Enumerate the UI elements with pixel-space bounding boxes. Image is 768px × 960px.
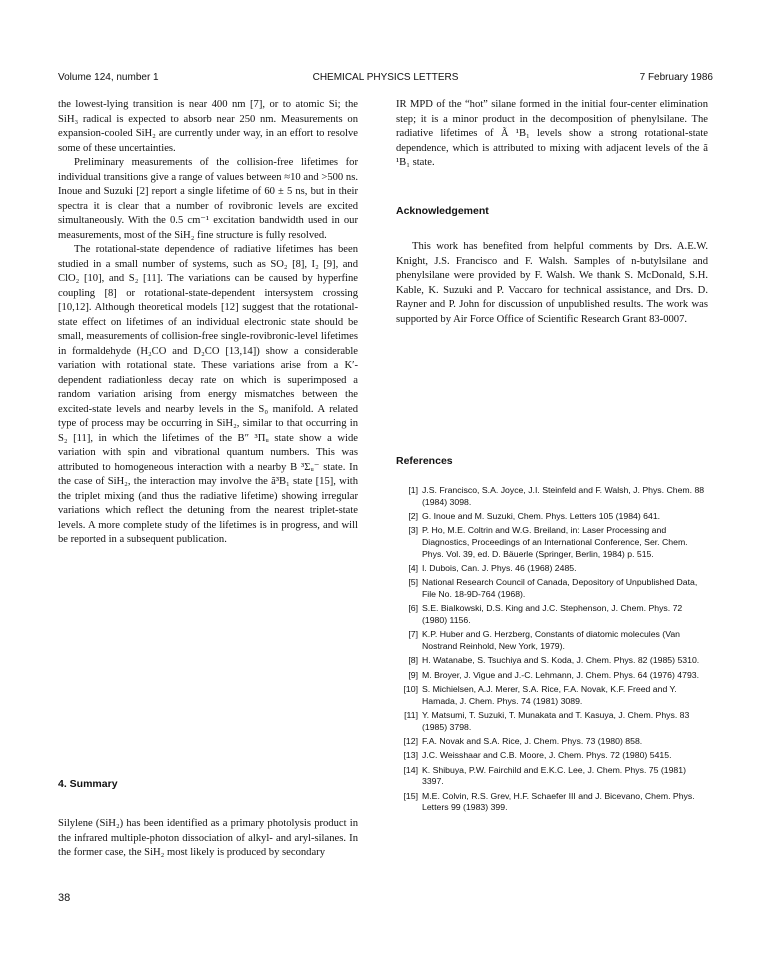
acknowledgement-section	[396, 240, 708, 327]
reference-number: [5]	[408, 577, 418, 588]
reference-item	[396, 511, 708, 523]
reference-number: [10]	[403, 684, 418, 695]
reference-item	[396, 563, 708, 575]
running-header	[58, 72, 713, 86]
journal-title: CHEMICAL PHYSICS LETTERS	[312, 72, 459, 83]
reference-text: H. Watanabe, S. Tsuchiya and S. Koda, J. Chem. Phys. 82 (1985) 5310.	[422, 655, 700, 666]
reference-number: [3]	[408, 525, 418, 536]
reference-text: F.A. Novak and S.A. Rice, J. Chem. Phys. 73 (1980) 858.	[422, 736, 643, 747]
reference-text: G. Inoue and M. Suzuki, Chem. Phys. Letters 105 (1984) 641.	[422, 510, 661, 521]
reference-number: [8]	[408, 655, 418, 666]
acknowledgement-paragraph: This work has benefited from helpful comments by Drs. A.E.W. Knight, J.S. Francisco and F. Walsh. Samples of n-butylsilane and phenylsilane were provided by F. Walsh. We thank S. McDonald, S.H. Kable, K. Suzuki and P. Vaccaro for technical assistance, and Drs. D. Rayner and P. John for discussion of unpublished results. The work was supported by Air Force Office of Scientific Research Grant 83-0007.	[396, 241, 708, 325]
reference-text: K. Shibuya, P.W. Fairchild and E.K.C. Lee, J. Chem. Phys. 75 (1981) 3397.	[422, 764, 686, 787]
volume-info: Volume 124, number 1	[58, 72, 159, 83]
reference-text: S.E. Bialkowski, D.S. King and J.C. Stephenson, J. Chem. Phys. 72 (1980) 1156.	[422, 603, 683, 625]
reference-number: [6]	[408, 603, 418, 614]
reference-item	[396, 684, 708, 707]
reference-text: S. Michielsen, A.J. Merer, S.A. Rice, F.A. Novak, K.F. Freed and Y. Hamada, J. Chem. Phys. 74 (1981) 3089.	[422, 684, 677, 706]
reference-text: K.P. Huber and G. Herzberg, Constants of diatomic molecules (Van Nostrand Reinhold, New York, 1979).	[422, 629, 681, 651]
summary-section	[58, 817, 358, 861]
references-heading: References	[396, 455, 453, 467]
reference-item	[396, 710, 708, 733]
paragraph: the lowest-lying transition is near 400 nm [7], or to atomic Si; the SiH₃ radical is expected to absorb near 250 nm. Measurements on expansion-cooled SiH₂ are currently under way, in an effort to resolve some of these uncertainties.	[58, 99, 358, 154]
reference-number: [12]	[403, 736, 418, 747]
reference-item	[396, 655, 708, 667]
reference-item	[396, 791, 708, 814]
reference-item	[396, 736, 708, 748]
reference-text: National Research Council of Canada, Depository of Unpublished Data, File No. 18-9D-764 (1968).	[422, 577, 698, 599]
reference-number: [7]	[408, 629, 418, 640]
reference-number: [11]	[404, 710, 418, 721]
conclusion-paragraph: IR MPD of the “hot” silane formed in the initial four-center elimination step; it is a minor product in the decomposition of phenylsilane. The radiative lifetimes of Ã ¹B₁ levels show a strong rotational-state dependence, which is attributed to mixing with adjacent levels of the ã ¹B₁ state.	[396, 99, 708, 168]
reference-text: J.C. Weisshaar and C.B. Moore, J. Chem. Phys. 72 (1980) 5415.	[422, 750, 672, 761]
reference-text: M. Broyer, J. Vigue and J.-C. Lehmann, J. Chem. Phys. 64 (1976) 4793.	[422, 669, 700, 680]
reference-number: [13]	[403, 750, 418, 761]
reference-text: P. Ho, M.E. Coltrin and W.G. Breiland, in: Laser Processing and Diagnostics, Proceedings of an International Conference, Ser. Chem. Phys. Vol. 39, ed. D. Bäuerle (Springer, Berlin, 1984) p. 515.	[422, 525, 688, 559]
page-number: 38	[58, 892, 71, 904]
reference-item	[396, 750, 708, 762]
reference-item	[396, 765, 708, 788]
reference-item	[396, 577, 708, 600]
reference-number: [4]	[408, 562, 418, 573]
reference-text: I. Dubois, Can. J. Phys. 46 (1968) 2485.	[422, 562, 577, 573]
right-column	[396, 98, 708, 171]
reference-item	[396, 629, 708, 652]
issue-date: 7 February 1986	[639, 72, 713, 83]
summary-paragraph: Silylene (SiH₂) has been identified as a primary photolysis product in the infrared multiple-photon dissociation of alkyl- and aryl-silanes. In the former case, the SiH₂ most likely is produced by secondary	[58, 818, 358, 858]
reference-item	[396, 485, 708, 508]
left-column	[58, 98, 358, 548]
reference-text: M.E. Colvin, R.S. Grev, H.F. Schaefer III and J. Bicevano, Chem. Phys. Letters 99 (1983) 399.	[422, 790, 695, 813]
reference-item	[396, 603, 708, 626]
reference-number: [9]	[408, 669, 418, 680]
reference-list	[396, 485, 708, 817]
paragraph: Preliminary measurements of the collision-free lifetimes for individual transitions give a range of values between ≈10 and >500 ns. Inoue and Suzuki [2] report a single lifetime of 60 ± 5 ns, but in their spectra it is clear that a number of rovibronic levels are excited simultaneously. With the 0.5 cm⁻¹ excitation bandwidth used in our measurements, most of the SiH₂ fine structure is fully resolved.	[58, 157, 358, 241]
reference-text: J.S. Francisco, S.A. Joyce, J.I. Steinfeld and F. Walsh, J. Phys. Chem. 88 (1984) 3098.	[422, 485, 705, 507]
acknowledgement-heading: Acknowledgement	[396, 205, 489, 217]
paragraph: The rotational-state dependence of radiative lifetimes has been studied in a small number of systems, such as SO₂ [8], I₂ [9], and ClO₂ [10], and S₂ [11]. The variations can be caused by hyperfine coupling [8] or rotational-state-dependent intersystem crossing [10,12]. Although theoretical models [12] suggest that the rotational-state effect on lifetimes of an individual electronic state should be small, measurements of collision-free single-rovibronic-level lifetimes in formaldehyde (H₂CO and D₂CO [13,14]) show a considerable variation with rotational state. These variations arise from a K′-dependent radiationless decay rate on which is superimposed a random variation arising from energy mismatches between the excited-state levels and nearby levels in the S₀ manifold. A related type of process may be occurring in SiH₂, similar to that occurring in S₂ [11], in which the lifetimes of the B″ ³Πᵤ state show a wide variation with spin and vibrational quantum numbers. This was attributed to homogeneous interaction with a nearby B ³Σᵤ⁻ state. In the case of SiH₂, the interaction may involve the ã³B₁ state [15], with the triplet mixing (and thus the radiative lifetime) showing irregular variations which reflect the detuning from the nearest triplet-state levels. A more complete study of the lifetimes is in progress, and will be reported in a subsequent publication.	[58, 244, 358, 545]
reference-text: Y. Matsumi, T. Suzuki, T. Munakata and T. Kasuya, J. Chem. Phys. 83 (1985) 3798.	[422, 710, 690, 732]
reference-item	[396, 525, 708, 560]
reference-number: [14]	[403, 764, 418, 775]
reference-number: [1]	[408, 485, 418, 495]
reference-item	[396, 670, 708, 682]
reference-number: [15]	[403, 790, 418, 801]
reference-number: [2]	[408, 510, 418, 521]
summary-heading: 4. Summary	[58, 778, 118, 790]
